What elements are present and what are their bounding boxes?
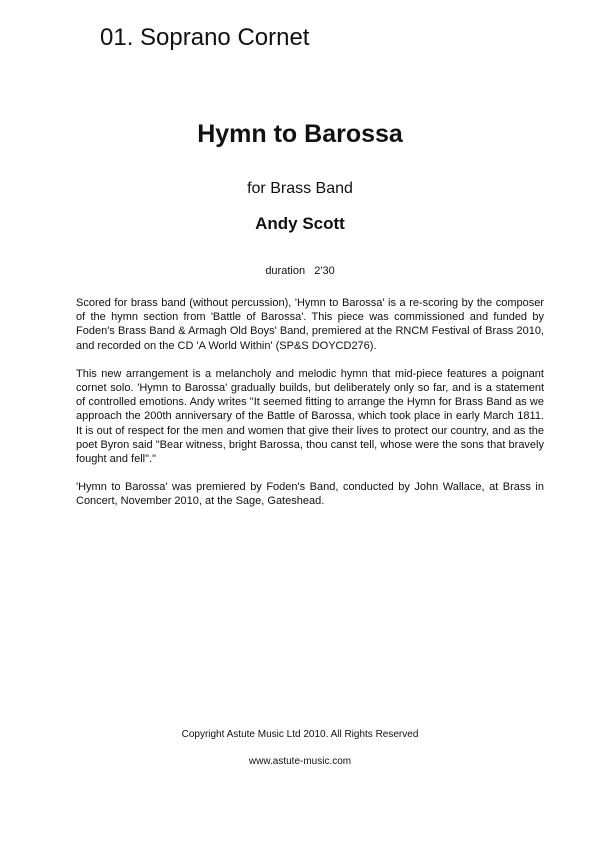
notes-paragraph-1: Scored for brass band (without percussion), 'Hymn to Barossa' is a re-scoring by the composer of the hymn section from 'Battle of Barossa'. This piece was commissioned and funded by Foden's Brass Band & Armagh Old Boys' Band, premiered at the RNCM Festival of Brass 2010, and recorded on the CD 'A World Within' (SP&S DOYCD276). [76, 297, 544, 352]
part-label: 01. Soprano Cornet [100, 24, 310, 51]
copyright-notice: Copyright Astute Music Ltd 2010. All Rights Reserved [181, 729, 419, 740]
publisher-website: www.astute-music.com [248, 756, 352, 767]
composer-name: Andy Scott [255, 214, 345, 233]
programme-notes [76, 296, 544, 523]
piece-title: Hymn to Barossa [197, 120, 403, 148]
notes-paragraph-3: 'Hymn to Barossa' was premiered by Foden's Band, conducted by John Wallace, at Brass in Concert, November 2010, at the Sage, Gateshead. [76, 481, 544, 508]
instrumentation-subtitle: for Brass Band [247, 180, 353, 197]
notes-paragraph-2: This new arrangement is a melancholy and melodic hymn that mid-piece features a poignant cornet solo. 'Hymn to Barossa' gradually builds, but deliberately only so far, and is a statement of controlled emotions. Andy writes "It seemed fitting to arrange the Hymn for Brass Band as we approach the 200th anniversary of the Battle of Barossa, which took place in early March 1811. It is out of respect for the men and women that give their lives to protect our country, and as the poet Byron said "Bear witness, bright Barossa, thou canst tell, whose were the sons that bravely fought and fell"." [76, 367, 544, 466]
duration-label: duration 2'30 [265, 265, 335, 277]
